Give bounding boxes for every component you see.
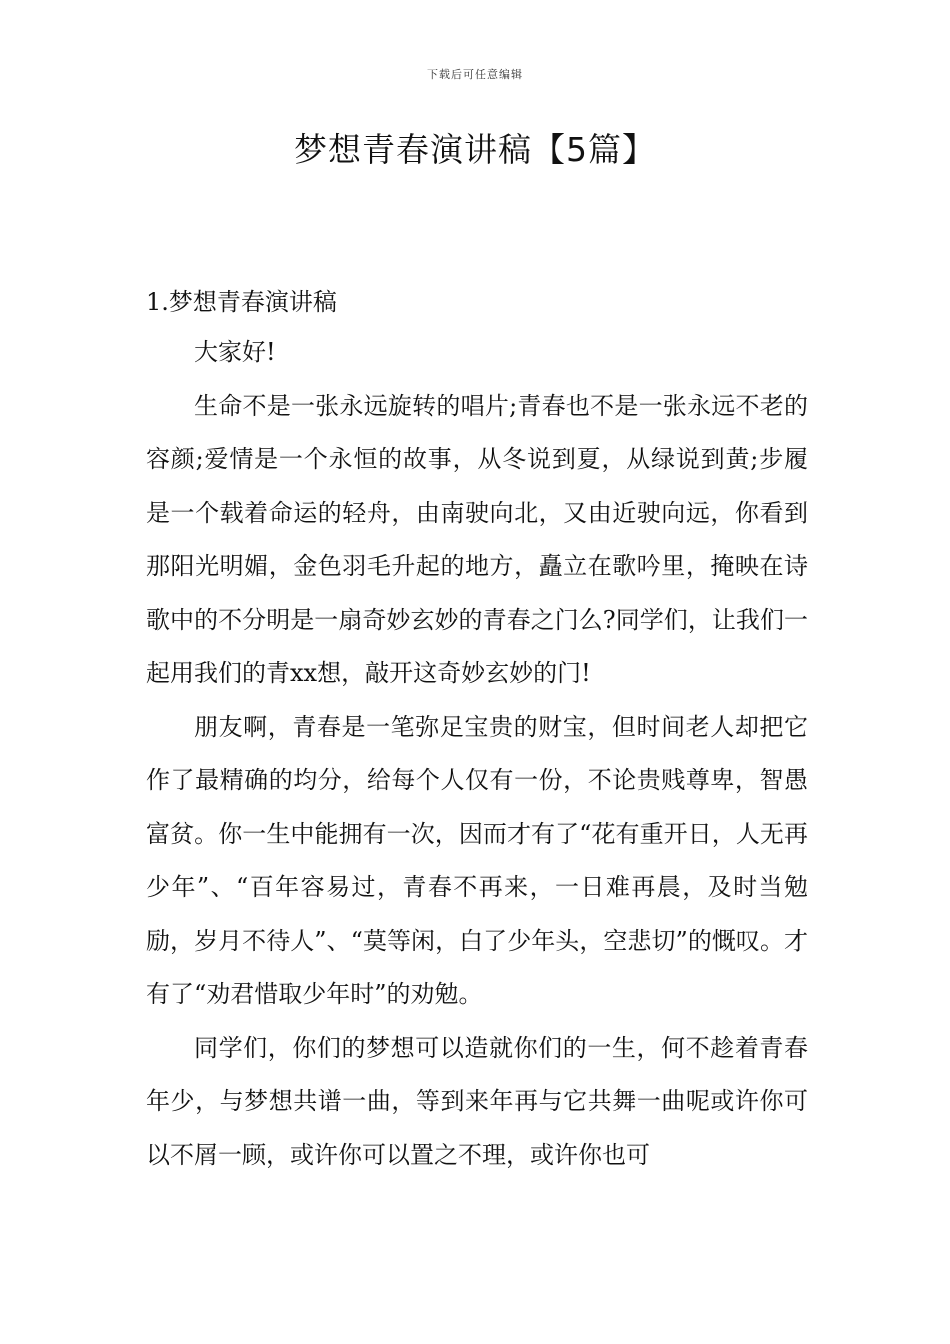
header-note: 下载后可任意编辑 [427, 68, 523, 81]
paragraph: 朋友啊，青春是一笔弥足宝贵的财宝，但时间老人却把它作了最精确的均分，给每个人仅有一份，不论贵贱尊卑，智愚富贫。你一生中能拥有一次，因而才有了“花有重开日，人无再少年”、“百年容易过，青春不再来，一日难再晨，及时当勉励，岁月不待人”、“莫等闲，白了少年头，空悲切”的慨叹。才有了“劝君惜取少年时”的劝勉。 [146, 712, 808, 1008]
paragraph: 生命不是一张永远旋转的唱片;青春也不是一张永远不老的容颜;爱情是一个永恒的故事，从冬说到夏，从绿说到黄;步履是一个载着命运的轻舟，由南驶向北，又由近驶向远，你看到那阳光明媚，金色羽毛升起的地方，矗立在歌吟里，掩映在诗歌中的不分明是一扇奇妙玄妙的青春之门么?同学们，让我们一起用我们的青xx想，敲开这奇妙玄妙的门! [146, 391, 808, 687]
section-heading: 1.梦想青春演讲稿 [146, 288, 337, 316]
body-text [146, 326, 808, 1182]
paragraph-greeting: 大家好! [194, 338, 276, 366]
document-title: 梦想青春演讲稿【5篇】 [294, 130, 656, 169]
paragraph: 同学们，你们的梦想可以造就你们的一生，何不趁着青春年少，与梦想共谱一曲，等到来年再与它共舞一曲呢或许你可以不屑一顾，或许你可以置之不理，或许你也可 [146, 1033, 808, 1169]
